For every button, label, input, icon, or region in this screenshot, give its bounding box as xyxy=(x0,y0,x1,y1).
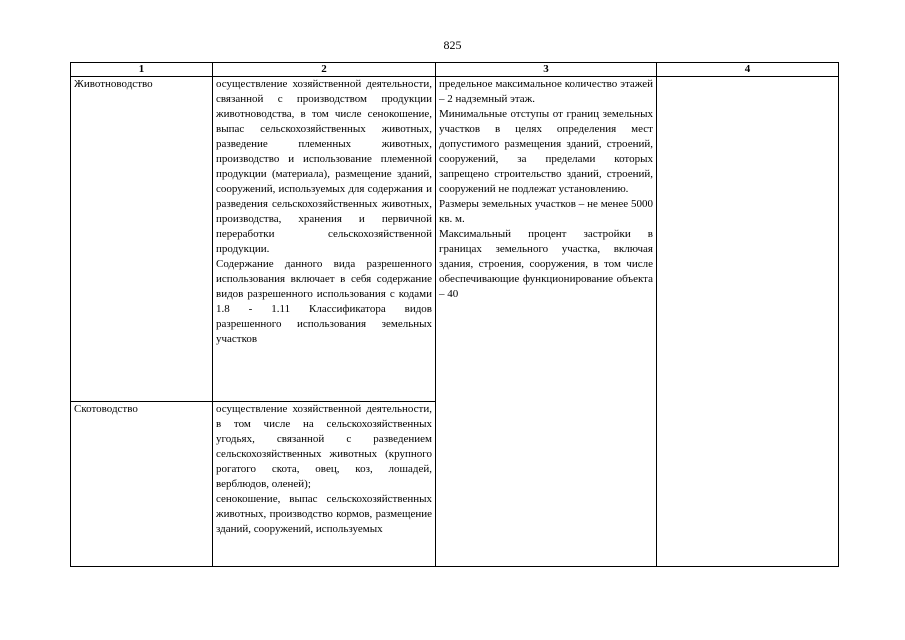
parameter-paragraph: Максимальный процент застройки в границах земельного участка, включая здания, строения, сооружения, в том числе обеспечивающие функционирование объекта – 40 xyxy=(439,228,653,300)
land-use-table xyxy=(70,62,839,567)
description-paragraph: осуществление хозяйственной деятельности, в том числе на сельскохозяйственных угодьях, связанной с разведением сельскохозяйственных животных (крупного рогатого скота, овец, коз, лошадей, верблюдов, оленей); xyxy=(216,403,432,490)
parameter-paragraph: Минимальные отступы от границ земельных участков в целях определения мест допустимого размещения зданий, строений, сооружений, за пределами которых запрещено строительство зданий, строений, сооружений не подлежат установлению. xyxy=(439,108,653,195)
table-row xyxy=(71,77,839,402)
column-header-4: 4 xyxy=(657,63,839,77)
use-type-name: Скотоводство xyxy=(71,402,213,567)
column-4-cell xyxy=(657,77,839,567)
use-type-description xyxy=(213,402,436,567)
parameters-cell xyxy=(436,77,657,567)
column-header-3: 3 xyxy=(436,63,657,77)
page-number: 825 xyxy=(443,38,462,52)
description-paragraph: осуществление хозяйственной деятельности, связанной с производством продукции животноводства, в том числе сенокошение, выпас сельскохозяйственных животных, разведение племенных животных, производство и использование племенной продукции (материала), размещение зданий, сооружений, используемых для содержания и разведения сельскохозяйственных животных, производства, хранения и первичной переработки сельскохозяйственной продукции. xyxy=(216,78,432,255)
description-paragraph: сенокошение, выпас сельскохозяйственных животных, производство кормов, размещение зданий, сооружений, используемых xyxy=(216,493,432,535)
use-type-name: Животноводство xyxy=(71,77,213,402)
parameter-paragraph: Размеры земельных участков – не менее 5000 кв. м. xyxy=(439,198,653,225)
column-header-1: 1 xyxy=(71,63,213,77)
column-header-2: 2 xyxy=(213,63,436,77)
use-type-description xyxy=(213,77,436,402)
parameter-paragraph: предельное максимальное количество этажей – 2 надземный этаж. xyxy=(439,78,653,105)
table-header-row xyxy=(71,63,839,77)
description-paragraph: Содержание данного вида разрешенного использования включает в себя содержание видов разрешенного использования с кодами 1.8 - 1.11 Классификатора видов разрешенного использования земельных участков xyxy=(216,258,432,345)
